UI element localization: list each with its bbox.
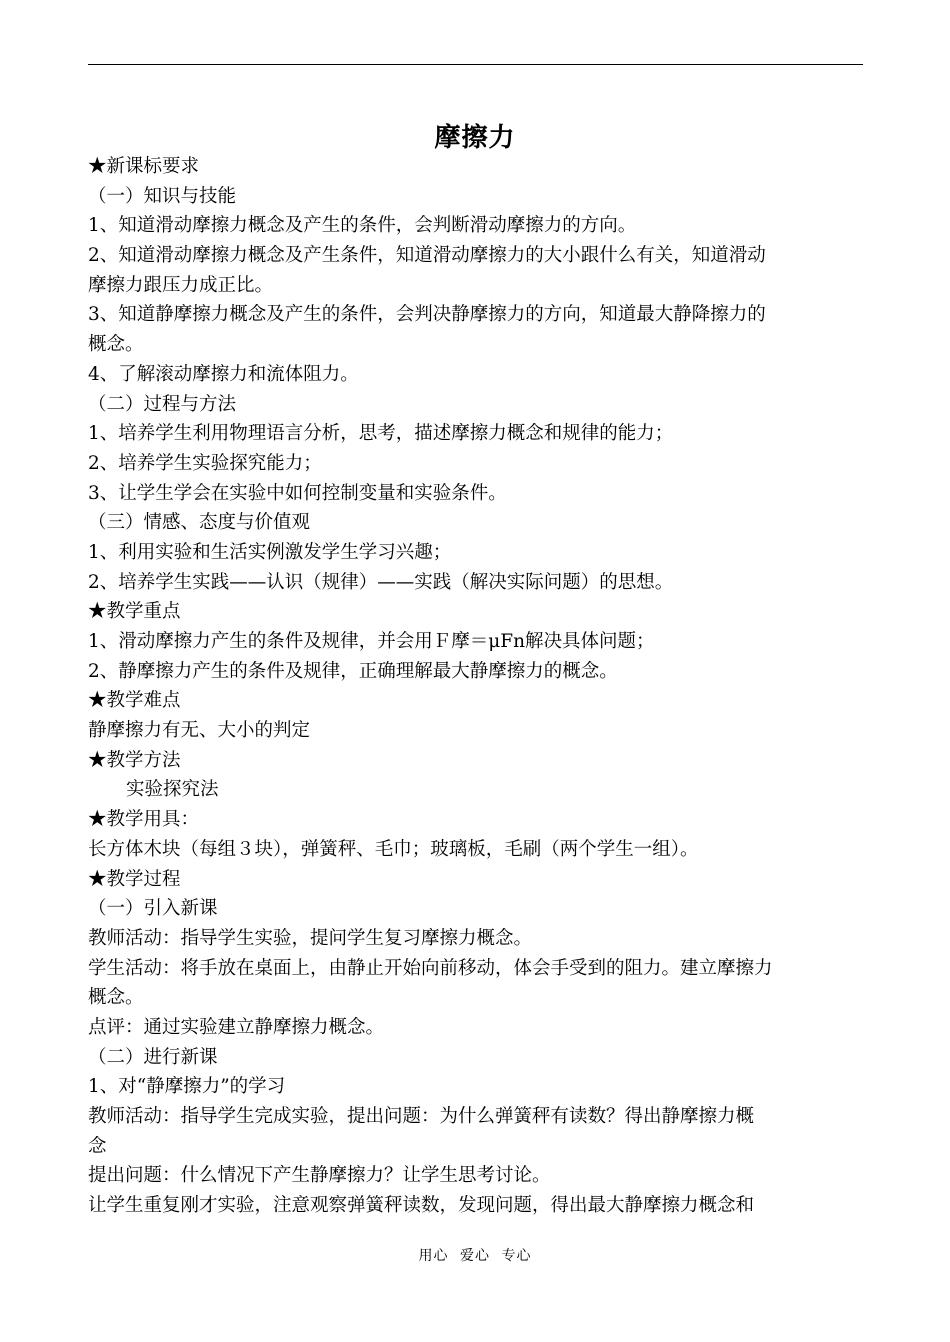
page-title: 摩擦力	[434, 123, 516, 153]
document-body	[88, 152, 864, 1221]
text-line: ★教学难点	[88, 690, 181, 712]
page-footer: 用心 爱心 专心	[418, 1248, 532, 1264]
text-line: 2、知道滑动摩擦力概念及产生条件，知道滑动摩擦力的大小跟什么有关，知道滑动	[88, 245, 766, 267]
text-line: 1、对“静摩擦力”的学习	[88, 1076, 286, 1098]
text-line: 2、培养学生实践——认识（规律）——实践（解决实际问题）的思想。	[88, 571, 674, 593]
text-line: （三）情感、态度与价值观	[88, 512, 311, 534]
text-line: （一）知识与技能	[88, 185, 237, 207]
text-line: ★教学方法	[88, 749, 181, 771]
text-line: 2、培养学生实验探究能力；	[88, 452, 322, 474]
text-line: ★教学过程	[88, 868, 181, 890]
text-line: 概念。	[88, 334, 144, 356]
text-line: 1、知道滑动摩擦力概念及产生的条件，会判断滑动摩擦力的方向。	[88, 215, 637, 237]
text-line: （二）进行新课	[88, 1046, 218, 1068]
text-line: 1、滑动摩擦力产生的条件及规律，并会用Ｆ摩＝μFn解决具体问题；	[88, 631, 655, 652]
text-line: 4、了解滚动摩擦力和流体阻力。	[88, 363, 359, 385]
text-line: （二）过程与方法	[88, 393, 237, 415]
text-line: 3、知道静摩擦力概念及产生的条件，会判决静摩擦力的方向，知道最大静降擦力的	[88, 304, 766, 326]
text-line: ★教学重点	[88, 601, 181, 623]
text-line: 概念。	[88, 987, 144, 1009]
text-line: 教师活动：指导学生完成实验，提出问题：为什么弹簧秤有读数？得出静摩擦力概	[88, 1106, 755, 1127]
text-line: 3、让学生学会在实验中如何控制变量和实验条件。	[88, 482, 507, 504]
text-line: 静摩擦力有无、大小的判定	[88, 720, 311, 742]
text-line: 提出问题：什么情况下产生静摩擦力？让学生思考讨论。	[88, 1165, 551, 1187]
text-line: 长方体木块（每组３块），弹簧秤、毛巾；玻璃板，毛刷（两个学生一组）。	[88, 838, 699, 860]
text-line: 实验探究法	[126, 779, 219, 801]
text-line: 1、培养学生利用物理语言分析，思考，描述摩擦力概念和规律的能力；	[88, 423, 674, 445]
text-line: 念	[88, 1135, 107, 1157]
header-rule	[88, 64, 863, 65]
text-line: 摩擦力跟压力成正比。	[88, 274, 274, 296]
text-line: 学生活动：将手放在桌面上，由静止开始向前移动，体会手受到的阻力。建立摩擦力	[88, 957, 773, 979]
text-line: 1、利用实验和生活实例激发学生学习兴趣；	[88, 541, 452, 563]
text-line: 点评：通过实验建立静摩擦力概念。	[88, 1016, 385, 1038]
text-line: ★新课标要求	[88, 156, 200, 177]
text-line: 2、静摩擦力产生的条件及规律，正确理解最大静摩擦力的概念。	[88, 660, 618, 682]
text-line: 教师活动：指导学生实验，提问学生复习摩擦力概念。	[88, 927, 533, 949]
text-line: ★教学用具：	[88, 809, 200, 831]
text-line: （一）引入新课	[88, 898, 218, 920]
text-line: 让学生重复刚才实验，注意观察弹簧秤读数，发现问题，得出最大静摩擦力概念和	[88, 1195, 755, 1217]
